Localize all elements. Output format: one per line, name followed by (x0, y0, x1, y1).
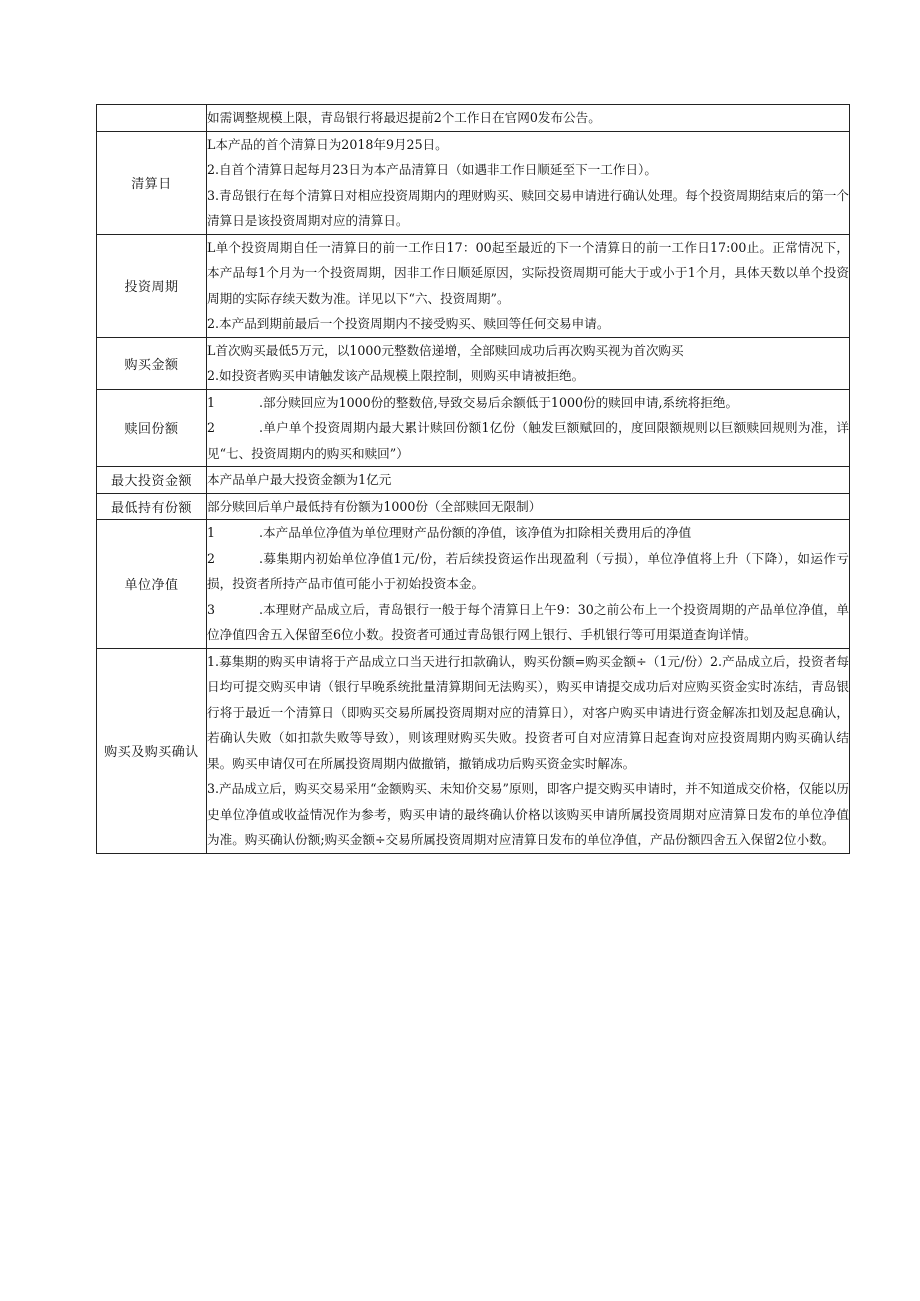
row-content (207, 105, 850, 132)
row-text: 本产品单户最大投资金额为1亿元 (207, 472, 392, 487)
list-item (207, 520, 849, 546)
row-label: 购买及购买确认 (97, 648, 207, 853)
row-text: 1.募集期的购买申请将于产品成立口当天进行扣款确认，购买份额=购买金额÷（1元/份）2.产品成立后，投资者每日均可提交购买申请（银行早晚系统批量清算期间无法购买），购买申请提交成功后对应购买资金实时冻结，青岛银行将于最近一个清算日（即购买交易所属投资周期对应的清算日），对客户购买申请进行资金解冻扣划及起息确认，若确认失败（如扣款失败等导致），则该理财购买失败。投资者可自对应清算日起查询对应投资周期内购买确认结果。购买申请仅可在所属投资周期内做撤销，撤销成功后购买资金实时解冻。 (207, 653, 849, 771)
item-text: .单户单个投资周期内最大累计赎回份额1亿份（触发巨额赋回的，度回限额规则以巨额赎回规则为准，详见“七、投资周期内的购买和赎回”） (207, 420, 849, 461)
item-text: .本理财产品成立后，青岛银行一般于每个清算日上午9：30之前公布上一个投资周期的产品单位净值，单位净值四舍五入保留至6位小数。投资者可通过青岛银行网上银行、手机银行等可用渠道查询详情。 (207, 601, 849, 642)
table-row (97, 467, 850, 494)
table-row (97, 105, 850, 132)
item-number: 2 (207, 550, 216, 566)
row-text: 2.自首个清算日起每月23日为本产品清算日（如遇非工作日顺延至下一工作日）。 (207, 162, 657, 177)
item-number: 3 (207, 601, 216, 617)
item-text: .本产品单位净值为单位理财产品份额的净值，该净值为扣除相关费用后的净值 (259, 525, 692, 540)
row-text: 部分赎回后单户最低持有份额为1000份（全部赎回无限制） (207, 498, 542, 514)
row-label: 最低持有份额 (97, 493, 207, 520)
row-text: L单个投资周期自任一清算日的前一工作日17：00起至最近的下一个清算日的前一工作日17:00止。正常情况下，本产品每1个月为一个投资周期，因非工作日顺延原因，实际投资周期可能大于或小于1个月，具体天数以单个投资周期的实际存续天数为准。详见以下“六、投资周期”。 (207, 239, 849, 306)
row-content (207, 493, 850, 520)
row-text: 2.如投资者购买申请触发该产品规模上限控制，则购买申请被拒绝。 (207, 368, 585, 383)
row-label (97, 105, 207, 132)
row-content (207, 234, 850, 337)
item-text: .部分赎回应为1000份的整数倍,导致交易后余额低于1000份的赎回申请,系统将拒绝。 (259, 394, 739, 410)
list-item (207, 597, 849, 648)
row-content (207, 648, 850, 853)
row-text: 3.产品成立后，购买交易采用“金额购买、未知价交易”原则，即客户提交购买申请时，并不知道成交价格，仅能以历史单位净值或收益情况作为参考，购买申请的最终确认价格以该购买申请所属投资周期对应清算日发布的单位净值为准。购买确认份额;购买金额÷交易所属投资周期对应清算日发布的单位净值，产品份额四舍五入保留2位小数。 (207, 781, 849, 847)
table-row (97, 234, 850, 337)
row-label: 购买金额 (97, 337, 207, 389)
row-content (207, 520, 850, 649)
row-content (207, 389, 850, 467)
list-item (207, 415, 849, 466)
item-number: 1 (207, 525, 216, 540)
row-content (207, 131, 850, 234)
row-text: L首次购买最低5万元，以1000元整数倍递增，全部赎回成功后再次购买视为首次购买 (207, 342, 684, 358)
row-label: 赎回份额 (97, 389, 207, 467)
item-number: 2 (207, 420, 216, 435)
item-number: 1 (207, 394, 216, 410)
item-text: .募集期内初始单位净值1元/份，若后续投资运作出现盈利（亏损），单位净值将上升（下降），如运作亏损，投资者所持产品市值可能小于初始投资本金。 (207, 550, 849, 591)
row-label: 投资周期 (97, 234, 207, 337)
list-item (207, 390, 849, 416)
row-label: 单位净值 (97, 520, 207, 649)
row-content (207, 337, 850, 389)
row-label: 清算日 (97, 131, 207, 234)
list-item (207, 546, 849, 597)
row-text: 3.青岛银行在每个清算日对相应投资周期内的理财购买、赎回交易申请进行确认处理。每个投资周期结束后的第一个清算日是该投资周期对应的清算日。 (207, 187, 849, 228)
table-row (97, 648, 850, 853)
row-text: 如需调整规模上限，青岛银行将最迟提前2个工作日在官网0发布公告。 (207, 110, 601, 125)
table-row (97, 493, 850, 520)
table-row (97, 389, 850, 467)
table-row (97, 520, 850, 649)
row-label: 最大投资金额 (97, 467, 207, 494)
table-row (97, 337, 850, 389)
table-row (97, 131, 850, 234)
row-content (207, 467, 850, 494)
product-terms-table (96, 104, 850, 854)
row-text: L本产品的首个清算日为2018年9月25日。 (207, 136, 448, 152)
row-text: 2.本产品到期前最后一个投资周期内不接受购买、赎回等任何交易申请。 (207, 316, 610, 331)
